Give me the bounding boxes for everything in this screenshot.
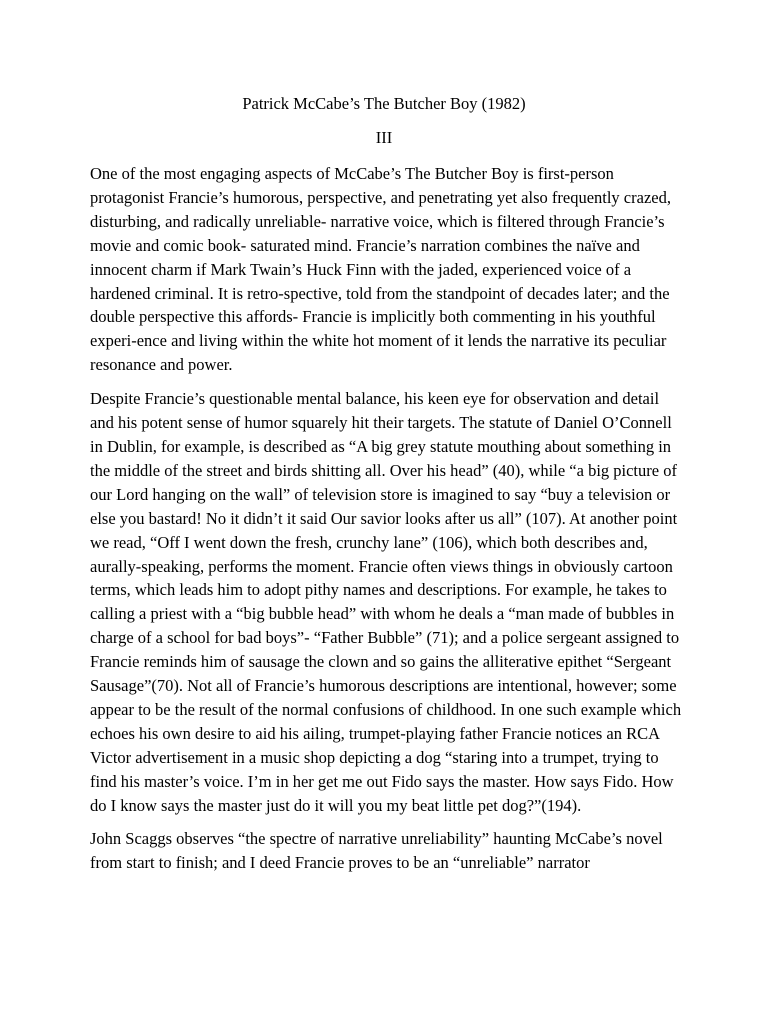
paragraph-3: John Scaggs observes “the spectre of narrative unreliability” haunting McCabe’s novel from start to finish; and I deed Francie proves to be an “unreliable” narrator	[90, 829, 663, 873]
paragraph-1: One of the most engaging aspects of McCabe’s The Butcher Boy is first-person protagonist Francie’s humorous, perspective, and penetrating yet also frequently crazed, disturbing, and radically unreliable- narrative voice, which is filtered through Francie’s movie and comic book- saturated mind. Francie’s narration combines the naïve and innocent charm if Mark Twain’s Huck Finn with the jaded, experienced voice of a hardened criminal. It is retro-spective, told from the standpoint of decades later; and the double perspective this affords- Francie is implicitly both commenting in his youthful experi-ence and living within the white hot moment of it lends the narrative its peculiar resonance and power.	[90, 164, 671, 375]
document-title: Patrick McCabe’s The Butcher Boy (1982)	[242, 94, 526, 113]
paragraph-2: Despite Francie’s questionable mental balance, his keen eye for observation and detail and his potent sense of humor squarely hit their targets. The statute of Daniel O’Connell in Dublin, for example, is described as “A big grey statute mouthing about something in the middle of the street and birds shitting all. Over his head” (40), while “a big picture of our Lord hanging on the wall” of television store is imagined to say “buy a television or else you bastard! No it didn’t it said Our savior looks after us all” (107). At another point we read, “Off I went down the fresh, crunchy lane” (106), which both describes and, aurally-speaking, performs the moment. Francie often views things in obviously cartoon terms, which leads him to adopt pithy names and descriptions. For example, he takes to calling a priest with a “big bubble head” with whom he deals a “man made of bubbles in charge of a school for bad boys”- “Father Bubble” (71); and a police sergeant assigned to Francie reminds him of sausage the clown and so gains the alliterative epithet “Sergeant Sausage”(70). Not all of Francie’s humorous descriptions are intentional, however; some appear to be the result of the normal confusions of childhood. In one such example which echoes his own desire to aid his ailing, trumpet-playing father Francie notices an RCA Victor advertisement in a music shop depicting a dog “staring into a trumpet, trying to find his master’s voice. I’m in her get me out Fido says the master. How says Fido. How do I know says the master just do it will you my beat little pet dog?”(194).	[90, 389, 682, 815]
body-text	[90, 162, 682, 885]
section-heading: III	[375, 128, 393, 147]
